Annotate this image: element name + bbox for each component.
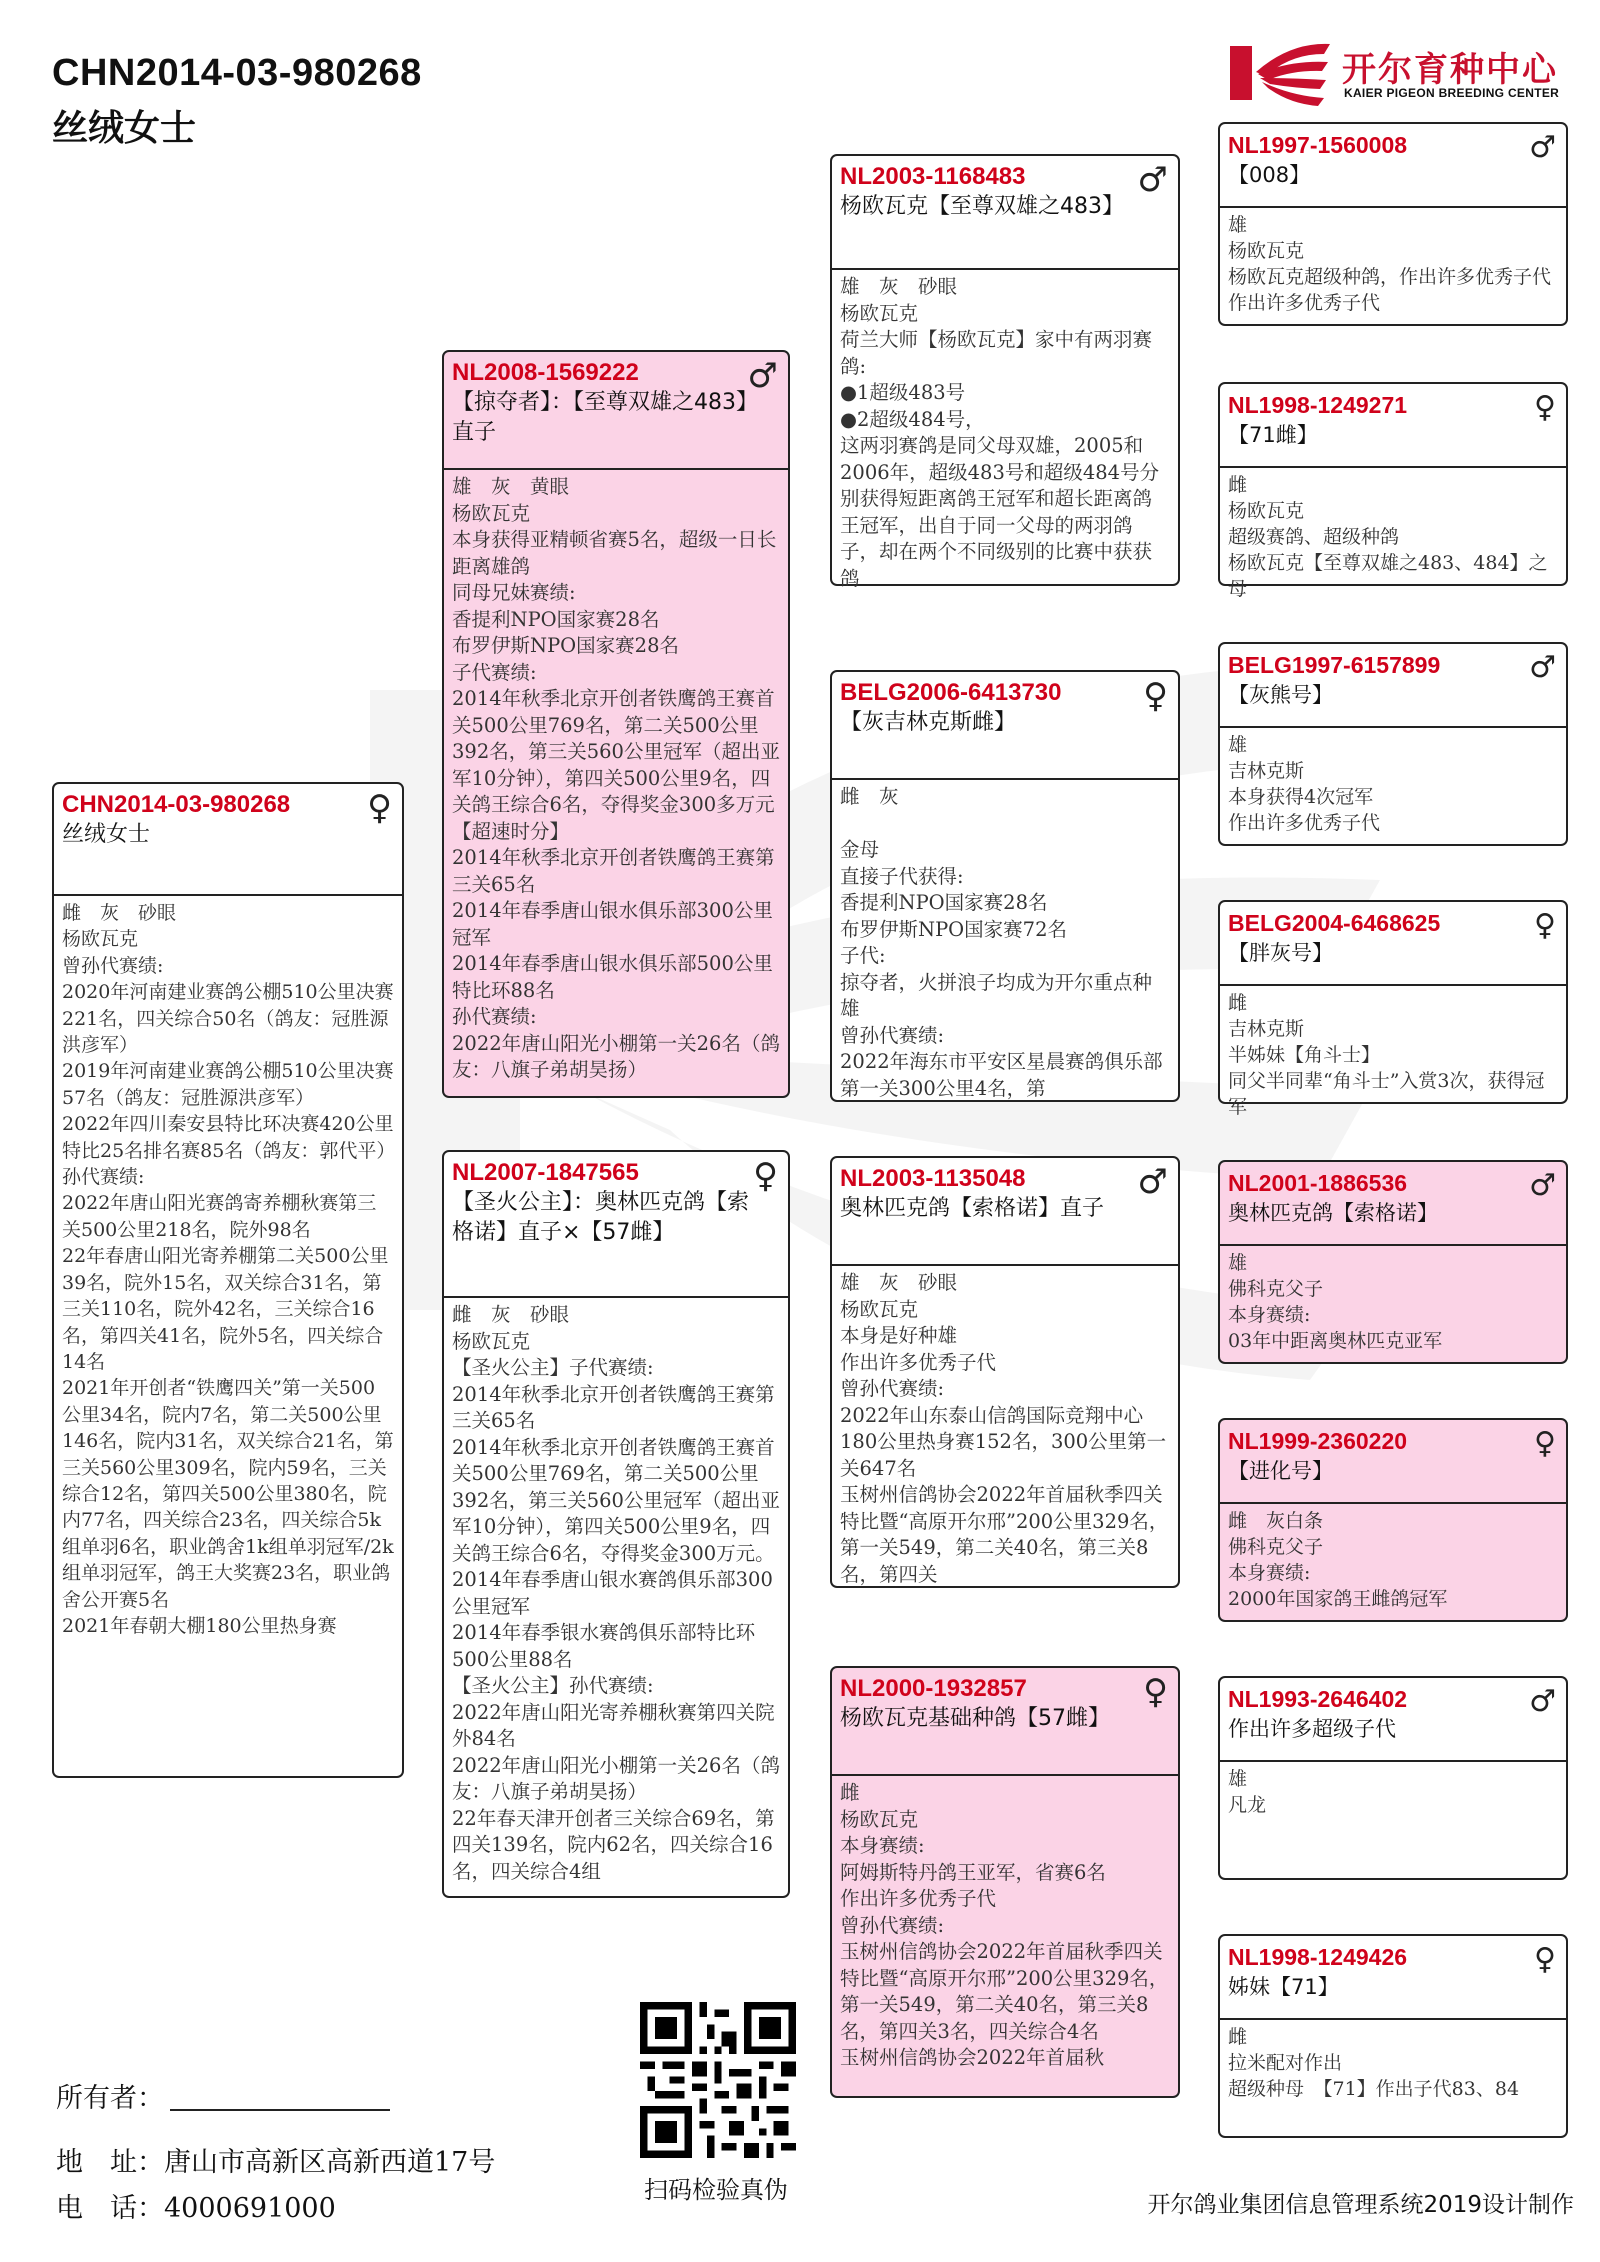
note-line: ●2超级484号， [840,407,985,431]
note-line: 雌 灰白条 [1228,1510,1324,1532]
pedigree-card-dds [1218,1676,1568,1880]
note-line: 【圣火公主】子代赛绩: [452,1356,654,1379]
note-line: 掠夺者，火拼浪子均成为开尔重点种雄 [840,970,1153,1020]
note-line: 杨欧瓦克 [840,1807,919,1831]
male-symbol-icon: ♂ [1529,650,1556,685]
note-line: 雌 [1228,992,1248,1014]
note-line: 杨欧瓦克超级种鸽，作出许多优秀子代 [1228,266,1552,288]
phone-value: 4000691000 [164,2193,336,2224]
pedigree-card-subject [52,782,404,1778]
female-symbol-icon: ♀ [1534,1942,1556,1977]
note-line: 22年春唐山阳光寄养棚第二关500公里39名，院外15名，双关综合31名，第三关110名，院外42名，三关综合16名，第四关41名，院外5名，四关综合14名 [62,1245,389,1373]
male-symbol-icon: ♂ [1137,160,1168,200]
note-line: 曾孙代赛绩: [840,1023,945,1047]
ring-number: NL2007-1847565 [452,1159,639,1186]
footer-credit: 开尔鸽业集团信息管理系统2019设计制作 [1147,2192,1574,2218]
card-notes [1220,468,1566,600]
note-line: 【超速时分】 [452,819,570,843]
female-symbol-icon: ♀ [1534,908,1556,943]
owner-label: 所有者： [56,2083,164,2114]
card-title: 【进化号】 [1228,1459,1333,1483]
card-notes [1220,1504,1566,1624]
note-line: 22年春天津开创者三关综合69名，第四关139名，院内62名，四关综合16名，四关综合4组 [452,1806,775,1883]
note-line: 本身获得亚精顿省赛5名，超级一日长距离雄鸽 [452,528,777,578]
note-line: 杨欧瓦克 [62,928,139,951]
note-line: 玉树州信鸽协会2022年首届秋季四关特比暨“高原开尔邢”200公里329名，第一关549，第二关40名，第三关8名，第四关3名，四关综合4名 [840,1940,1169,2043]
female-symbol-icon: ♀ [1534,390,1556,425]
note-line: 曾孙代赛绩: [840,1377,945,1400]
note-line: 香提利NPO国家赛28名 [452,607,660,631]
card-notes [1220,2020,1566,2140]
card-title: 奥林匹克鸽【索格诺】 [1228,1201,1438,1225]
card-title: 丝绒女士 [62,822,151,847]
pedigree-card-sds [1218,642,1568,846]
card-title: 作出许多超级子代 [1228,1717,1396,1741]
note-line: 凡龙 [1228,1794,1267,1816]
pedigree-card-sire-sire [830,154,1180,590]
note-line: 2019年河南建业赛鸽公棚510公里决赛57名（鸽友：冠胜源洪彦军） [62,1060,394,1109]
ring-number: NL1999-2360220 [1228,1428,1408,1454]
card-title: 杨欧瓦克【至尊双雄之483】 [840,194,1124,219]
note-line: 2022年唐山阳光赛鸽寄养棚秋赛第三关500公里218名，院外98名 [62,1192,377,1241]
note-line: 2022年唐山阳光小棚第一关26名（鸽友：八旗子弟胡昊扬） [452,1753,780,1803]
note-line: 金母 [840,838,880,861]
note-line: 荷兰大师【杨欧瓦克】家中有两羽赛鸽: [840,328,1153,378]
note-line: 曾孙代赛绩: [62,954,164,977]
card-title: 【胖灰号】 [1228,941,1333,965]
note-line: 超级种母 【71】作出子代83、84 [1228,2078,1520,2100]
card-title: 【掠夺者】：【至尊双雄之483】直子 [452,390,747,445]
note-line: 本身获得4次冠军 [1228,786,1374,808]
pedigree-pigeon-name: 丝绒女士 [52,108,197,149]
card-notes [1220,1246,1566,1366]
note-line: ●1超级483号 [840,381,966,404]
card-title: 【008】 [1228,163,1311,187]
pedigree-card-sss [1218,122,1568,326]
note-line: 杨欧瓦克【至尊双雄之483、484】之母 [1228,552,1548,600]
phone-label: 电 话： [56,2193,164,2224]
ring-number: BELG2006-6413730 [840,679,1062,706]
ring-number: NL1998-1249271 [1228,392,1408,418]
card-title: 【灰吉林克斯雌】 [840,710,1017,735]
note-line: 玉树州信鸽协会2022年首届秋季四关特比暨“高原开尔邢”200公里329名，第一关549，第二关40名，第三关8名，第四关 [840,1483,1169,1586]
note-line: 杨欧瓦克 [840,301,919,325]
pedigree-card-sire-dam [830,670,1180,1102]
kaier-logo-icon [1228,38,1332,108]
ring-number: NL1997-1560008 [1228,132,1408,158]
note-line: 雄 灰 砂眼 [840,1271,958,1294]
card-notes [832,1266,1178,1586]
note-line: 2021年开创者“铁鹰四关”第一关500公里34名，院内7名，第二关500公里146名，院内31名，双关综合21名，第三关560公里309名，院内59名，三关综合12名，第四关500公里380名，院内77名，四关综合23名，四关综合5k组单羽6名，职业鸽舍1k组单羽冠军/2k组单羽冠军，鸽王大奖赛23名，职业鸽舍公开赛5名 [62,1377,394,1611]
note-line: 杨欧瓦克 [452,1329,531,1353]
male-symbol-icon: ♂ [1529,130,1556,165]
owner-blank-line [170,2109,390,2111]
ring-number: NL2000-1932857 [840,1675,1027,1702]
owner-row [56,2076,390,2115]
ring-number: NL2003-1168483 [840,163,1026,190]
ring-number: CHN2014-03-980268 [62,791,291,818]
note-line: 雄 灰 砂眼 [840,275,958,298]
note-line: 2014年秋季北京开创者铁鹰鸽王赛首关500公里769名，第二关500公里392名，第三关560公里冠军（超出亚军10分钟），第四关500公里9名，四关鸽王综合6名，夺得奖金300多万元 [452,687,780,816]
note-line: 雄 [1228,1252,1248,1274]
ring-number: NL2001-1886536 [1228,1170,1408,1196]
note-line: 直接子代获得: [840,864,964,888]
note-line: 2014年春季唐山银水俱乐部500公里特比环88名 [452,952,773,1002]
note-line: 布罗伊斯NPO国家赛28名 [452,634,679,657]
male-symbol-icon: ♂ [1529,1168,1556,1203]
ring-number: NL1993-2646402 [1228,1686,1408,1712]
note-line: 雌 [1228,474,1248,496]
female-symbol-icon: ♀ [367,788,392,828]
card-notes [1220,1762,1566,1882]
note-line: 2022年唐山阳光寄养棚秋赛第四关院外84名 [452,1700,775,1750]
pedigree-card-dam-dam [830,1666,1180,2098]
note-line: 佛科克父子 [1228,1278,1324,1300]
note-line: 孙代赛绩: [62,1166,145,1189]
note-line: 玉树州信鸽协会2022年首届秋 [840,2046,1105,2069]
note-line: 本身赛绩: [1228,1304,1311,1326]
note-line: 雄 灰 黄眼 [452,475,570,498]
pedigree-card-sire [442,350,790,1098]
note-line: 吉林克斯 [1228,760,1305,782]
note-line: 雌 灰 砂眼 [452,1303,570,1326]
note-line: 佛科克父子 [1228,1536,1324,1558]
card-notes [444,1298,788,1894]
pedigree-ring-number: CHN2014-03-980268 [52,52,422,94]
note-line: 孙代赛绩: [452,1005,537,1028]
note-line: 2014年春季唐山银水赛鸽俱乐部300公里冠军 [452,1568,773,1618]
pedigree-card-dss [1218,1160,1568,1364]
note-line: 同母兄妹赛绩: [452,581,576,604]
card-notes [1220,728,1566,848]
note-line: 作出许多优秀子代 [840,1887,997,1910]
card-notes [832,270,1178,590]
note-line: 雌 [1228,2026,1248,2048]
address-row [56,2140,495,2179]
note-line: 吉林克斯 [1228,1018,1305,1040]
note-line: 雄 [1228,1768,1248,1790]
pedigree-card-dam-sire [830,1156,1180,1588]
card-notes [832,780,1178,1100]
ring-number: NL1998-1249426 [1228,1944,1408,1970]
note-line: 2020年河南建业赛鸽公棚510公里决赛221名，四关综合50名（鸽友：冠胜源洪彦军） [62,981,394,1057]
note-line: 作出许多优秀子代 [1228,812,1381,834]
card-notes [54,896,402,1772]
note-line [840,811,1170,838]
female-symbol-icon: ♀ [1143,676,1168,716]
note-line: 2022年唐山阳光小棚第一关26名（鸽友：八旗子弟胡昊扬） [452,1031,780,1081]
note-line: 超级赛鸽、超级种鸽 [1228,526,1400,548]
note-line: 雄 [1228,214,1248,236]
note-line: 香提利NPO国家赛28名 [840,891,1048,914]
note-line: 杨欧瓦克 [1228,500,1305,522]
card-title: 奥林匹克鸽【索格诺】直子 [840,1196,1105,1221]
note-line: 【圣火公主】孙代赛绩: [452,1674,654,1697]
pedigree-card-ssd [1218,382,1568,600]
note-line: 雌 [840,1781,860,1804]
card-notes [1220,986,1566,1118]
ring-number: BELG2004-6468625 [1228,910,1441,936]
note-line: 同父半同辈“角斗士”入赏3次，获得冠军 [1228,1070,1545,1118]
ring-number: NL2008-1569222 [452,359,639,386]
logo-text-en: KAIER PIGEON BREEDING CENTER [1344,86,1560,100]
note-line: 曾孙代赛绩: [840,1913,945,1937]
note-line: 子代赛绩: [452,660,537,684]
note-line: 2014年春季银水赛鸽俱乐部特比环500公里88名 [452,1621,756,1671]
note-line: 2014年秋季北京开创者铁鹰鸽王赛首关500公里769名，第二关500公里392名，第三关560公里冠军（超出亚军10分钟），第四关500公里9名，四关鸽王综合6名，夺得奖金300万元。 [452,1435,780,1565]
ring-number: NL2003-1135048 [840,1165,1026,1192]
note-line: 阿姆斯特丹鸽王亚军，省赛6名 [840,1860,1106,1884]
note-line: 杨欧瓦克 [840,1297,919,1321]
note-line: 本身是好种雄 [840,1324,958,1347]
phone-row [56,2186,336,2225]
note-line: 拉米配对作出 [1228,2052,1343,2074]
male-symbol-icon: ♂ [747,356,778,396]
male-symbol-icon: ♂ [1529,1684,1556,1719]
card-notes [1220,208,1566,328]
note-line: 2014年秋季北京开创者铁鹰鸽王赛第三关65名 [452,846,775,896]
note-line: 杨欧瓦克 [452,501,531,525]
female-symbol-icon: ♀ [1534,1426,1556,1461]
note-line: 2022年四川秦安县特比环决赛420公里特比25名排名赛85名（鸽友：郭代平） [62,1113,396,1162]
card-title: 【圣火公主】：奥林匹克鸽【索格诺】直子×【57雌】 [452,1190,750,1245]
note-line: 2014年春季唐山银水俱乐部300公里冠军 [452,899,773,949]
note-line: 雌 灰 [840,785,899,808]
card-title: 姊妹【71】 [1228,1975,1339,1999]
kaier-logo [1228,38,1568,108]
note-line: 布罗伊斯NPO国家赛72名 [840,917,1067,941]
male-symbol-icon: ♂ [1137,1162,1168,1202]
note-line: 作出许多优秀子代 [840,1350,997,1374]
qr-code-icon[interactable] [640,2002,796,2158]
pedigree-card-dam [442,1150,790,1898]
qr-caption: 扫码检验真伪 [644,2176,788,2204]
pedigree-card-ddd [1218,1934,1568,2138]
note-line: 2022年山东泰山信鸽国际竞翔中心180公里热身赛152名，300公里第一关647名 [840,1403,1167,1480]
note-line: 雌 灰 砂眼 [62,902,177,924]
note-line: 雄 [1228,734,1248,756]
note-line: 03年中距离奥林匹克亚军 [1228,1330,1443,1352]
note-line: 这两羽赛鸽是同父母双雄，2005和2006年，超级483号和超级484号分别获得短距离鸽王冠军和超长距离鸽王冠军，出自于同一父母的两羽鸽子，却在两个不同级别的比赛中获获鸽 [840,434,1160,590]
card-title: 杨欧瓦克基础种鸽【57雌】 [840,1706,1110,1731]
note-line: 作出许多优秀子代 [1228,292,1381,314]
address-label: 地 址： [56,2147,164,2178]
note-line: 半姊妹【角斗士】 [1228,1044,1381,1066]
note-line: 子代: [840,944,886,967]
address-value: 唐山市高新区高新西道17号 [164,2147,496,2178]
logo-text-cn: 开尔育种中心 [1342,50,1558,90]
card-notes [832,1776,1178,2096]
card-title: 【灰熊号】 [1228,683,1333,707]
note-line: 本身赛绩: [1228,1562,1311,1584]
note-line: 2022年海东市平安区星晨赛鸽俱乐部第一关300公里4名，第 [840,1050,1163,1100]
ring-number: BELG1997-6157899 [1228,652,1441,678]
note-line: 2000年国家鸽王雌鸽冠军 [1228,1588,1448,1610]
note-line: 2021年春朝大棚180公里热身赛 [62,1614,337,1637]
pedigree-card-sdd [1218,900,1568,1118]
card-notes [444,470,788,1094]
female-symbol-icon: ♀ [753,1156,778,1196]
note-line: 2014年秋季北京开创者铁鹰鸽王赛第三关65名 [452,1382,775,1432]
pedigree-card-dsd [1218,1418,1568,1622]
note-line: 杨欧瓦克 [1228,240,1305,262]
female-symbol-icon: ♀ [1143,1672,1168,1712]
card-title: 【71雌】 [1228,423,1318,447]
note-line: 本身赛绩: [840,1834,925,1857]
